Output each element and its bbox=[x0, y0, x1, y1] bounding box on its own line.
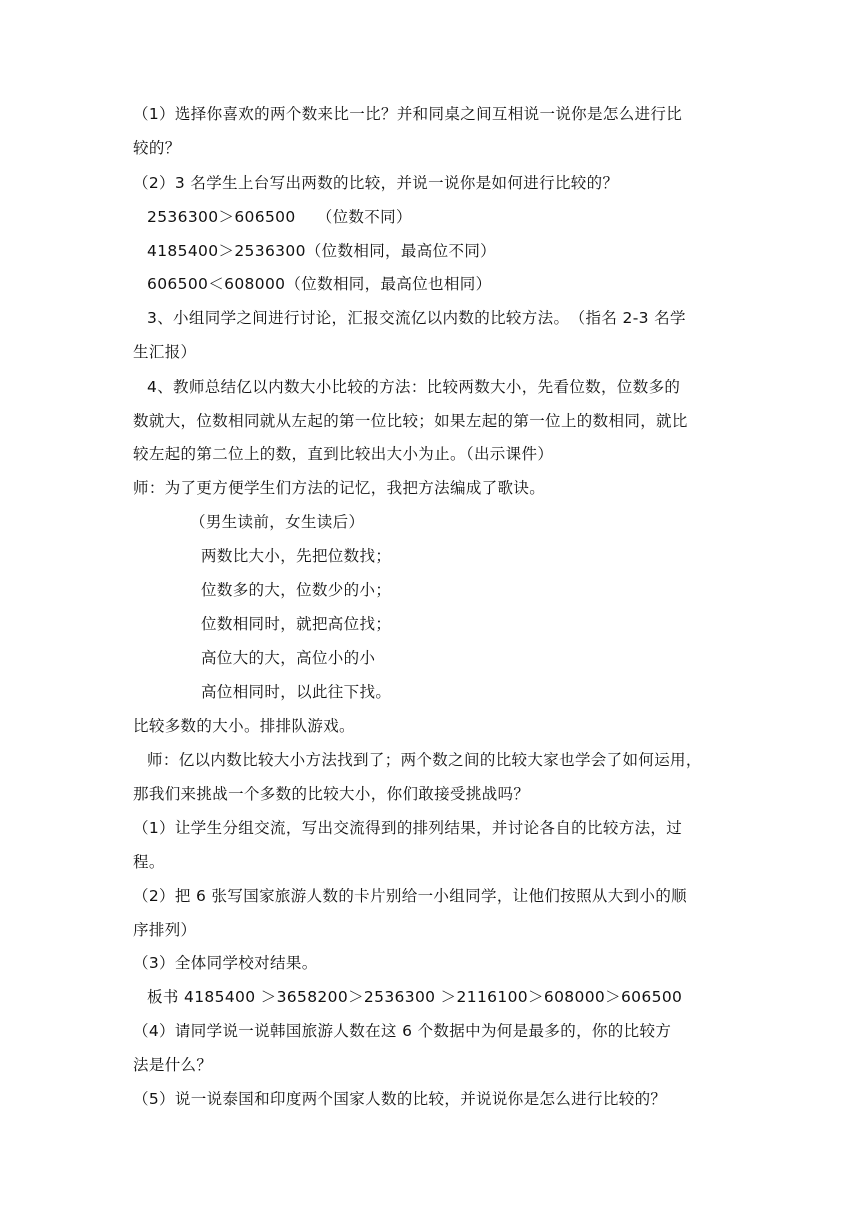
text-line: 2536300＞606500 （位数不同） bbox=[147, 208, 412, 226]
text-line: （2）把 6 张写国家旅游人数的卡片别给一小组同学，让他们按照从大到小的顺 bbox=[133, 887, 688, 905]
text-line: 606500＜608000（位数相同，最高位也相同） bbox=[147, 275, 492, 293]
text-line: （2）3 名学生上台写出两数的比较，并说一说你是如何进行比较的？ bbox=[133, 174, 619, 192]
text-line: 较的？ bbox=[133, 139, 181, 157]
text-line: 位数相同时，就把高位找； bbox=[201, 615, 392, 633]
text-line: 3、小组同学之间进行讨论，汇报交流亿以内数的比较方法。 （指名 2-3 名学 bbox=[147, 309, 686, 327]
text-line: 师：为了更方便学生们方法的记忆，我把方法编成了歌诀。 bbox=[133, 479, 546, 497]
text-line: 两数比大小，先把位数找； bbox=[201, 547, 392, 565]
text-line: （男生读前，女生读后） bbox=[190, 513, 365, 531]
text-line: 高位相同时，以此往下找。 bbox=[201, 683, 392, 701]
text-line: 生汇报） bbox=[133, 343, 197, 361]
text-line: 师：亿以内数比较大小方法找到了；两个数之间的比较大家也学会了如何运用， bbox=[147, 751, 702, 769]
text-line: 程。 bbox=[133, 853, 165, 871]
text-line: 数就大，位数相同就从左起的第一位比较；如果左起的第一位上的数相同，就比 bbox=[133, 412, 688, 430]
text-line: （5）说一说泰国和印度两个国家人数的比较，并说说你是怎么进行比较的？ bbox=[133, 1090, 667, 1108]
text-line: 位数多的大，位数少的小； bbox=[201, 581, 392, 599]
text-line: （3）全体同学校对结果。 bbox=[133, 954, 318, 972]
text-line: 序排列） bbox=[133, 921, 197, 939]
text-line: 那我们来挑战一个多数的比较大小，你们敢接受挑战吗？ bbox=[133, 785, 530, 803]
text-line: 4185400＞2536300（位数相同，最高位不同） bbox=[147, 242, 497, 260]
text-line: 较左起的第二位上的数，直到比较出大小为止。（出示课件） bbox=[133, 445, 554, 463]
text-line: 比较多数的大小。排排队游戏。 bbox=[133, 717, 355, 735]
text-line: 4、教师总结亿以内数大小比较的方法：比较两数大小，先看位数，位数多的 bbox=[147, 378, 681, 396]
text-line: （4）请同学说一说韩国旅游人数在这 6 个数据中为何是最多的，你的比较方 bbox=[133, 1022, 672, 1040]
text-line: （1）选择你喜欢的两个数来比一比？并和同桌之间互相说一说你是怎么进行比 bbox=[133, 105, 683, 123]
text-line: 板书 4185400 ＞3658200＞2536300 ＞2116100＞608000＞606500 bbox=[147, 988, 683, 1006]
text-line: 高位大的大，高位小的小 bbox=[201, 649, 376, 667]
text-line: 法是什么？ bbox=[133, 1056, 213, 1074]
text-line: （1）让学生分组交流，写出交流得到的排列结果，并讨论各自的比较方法，过 bbox=[133, 819, 683, 837]
